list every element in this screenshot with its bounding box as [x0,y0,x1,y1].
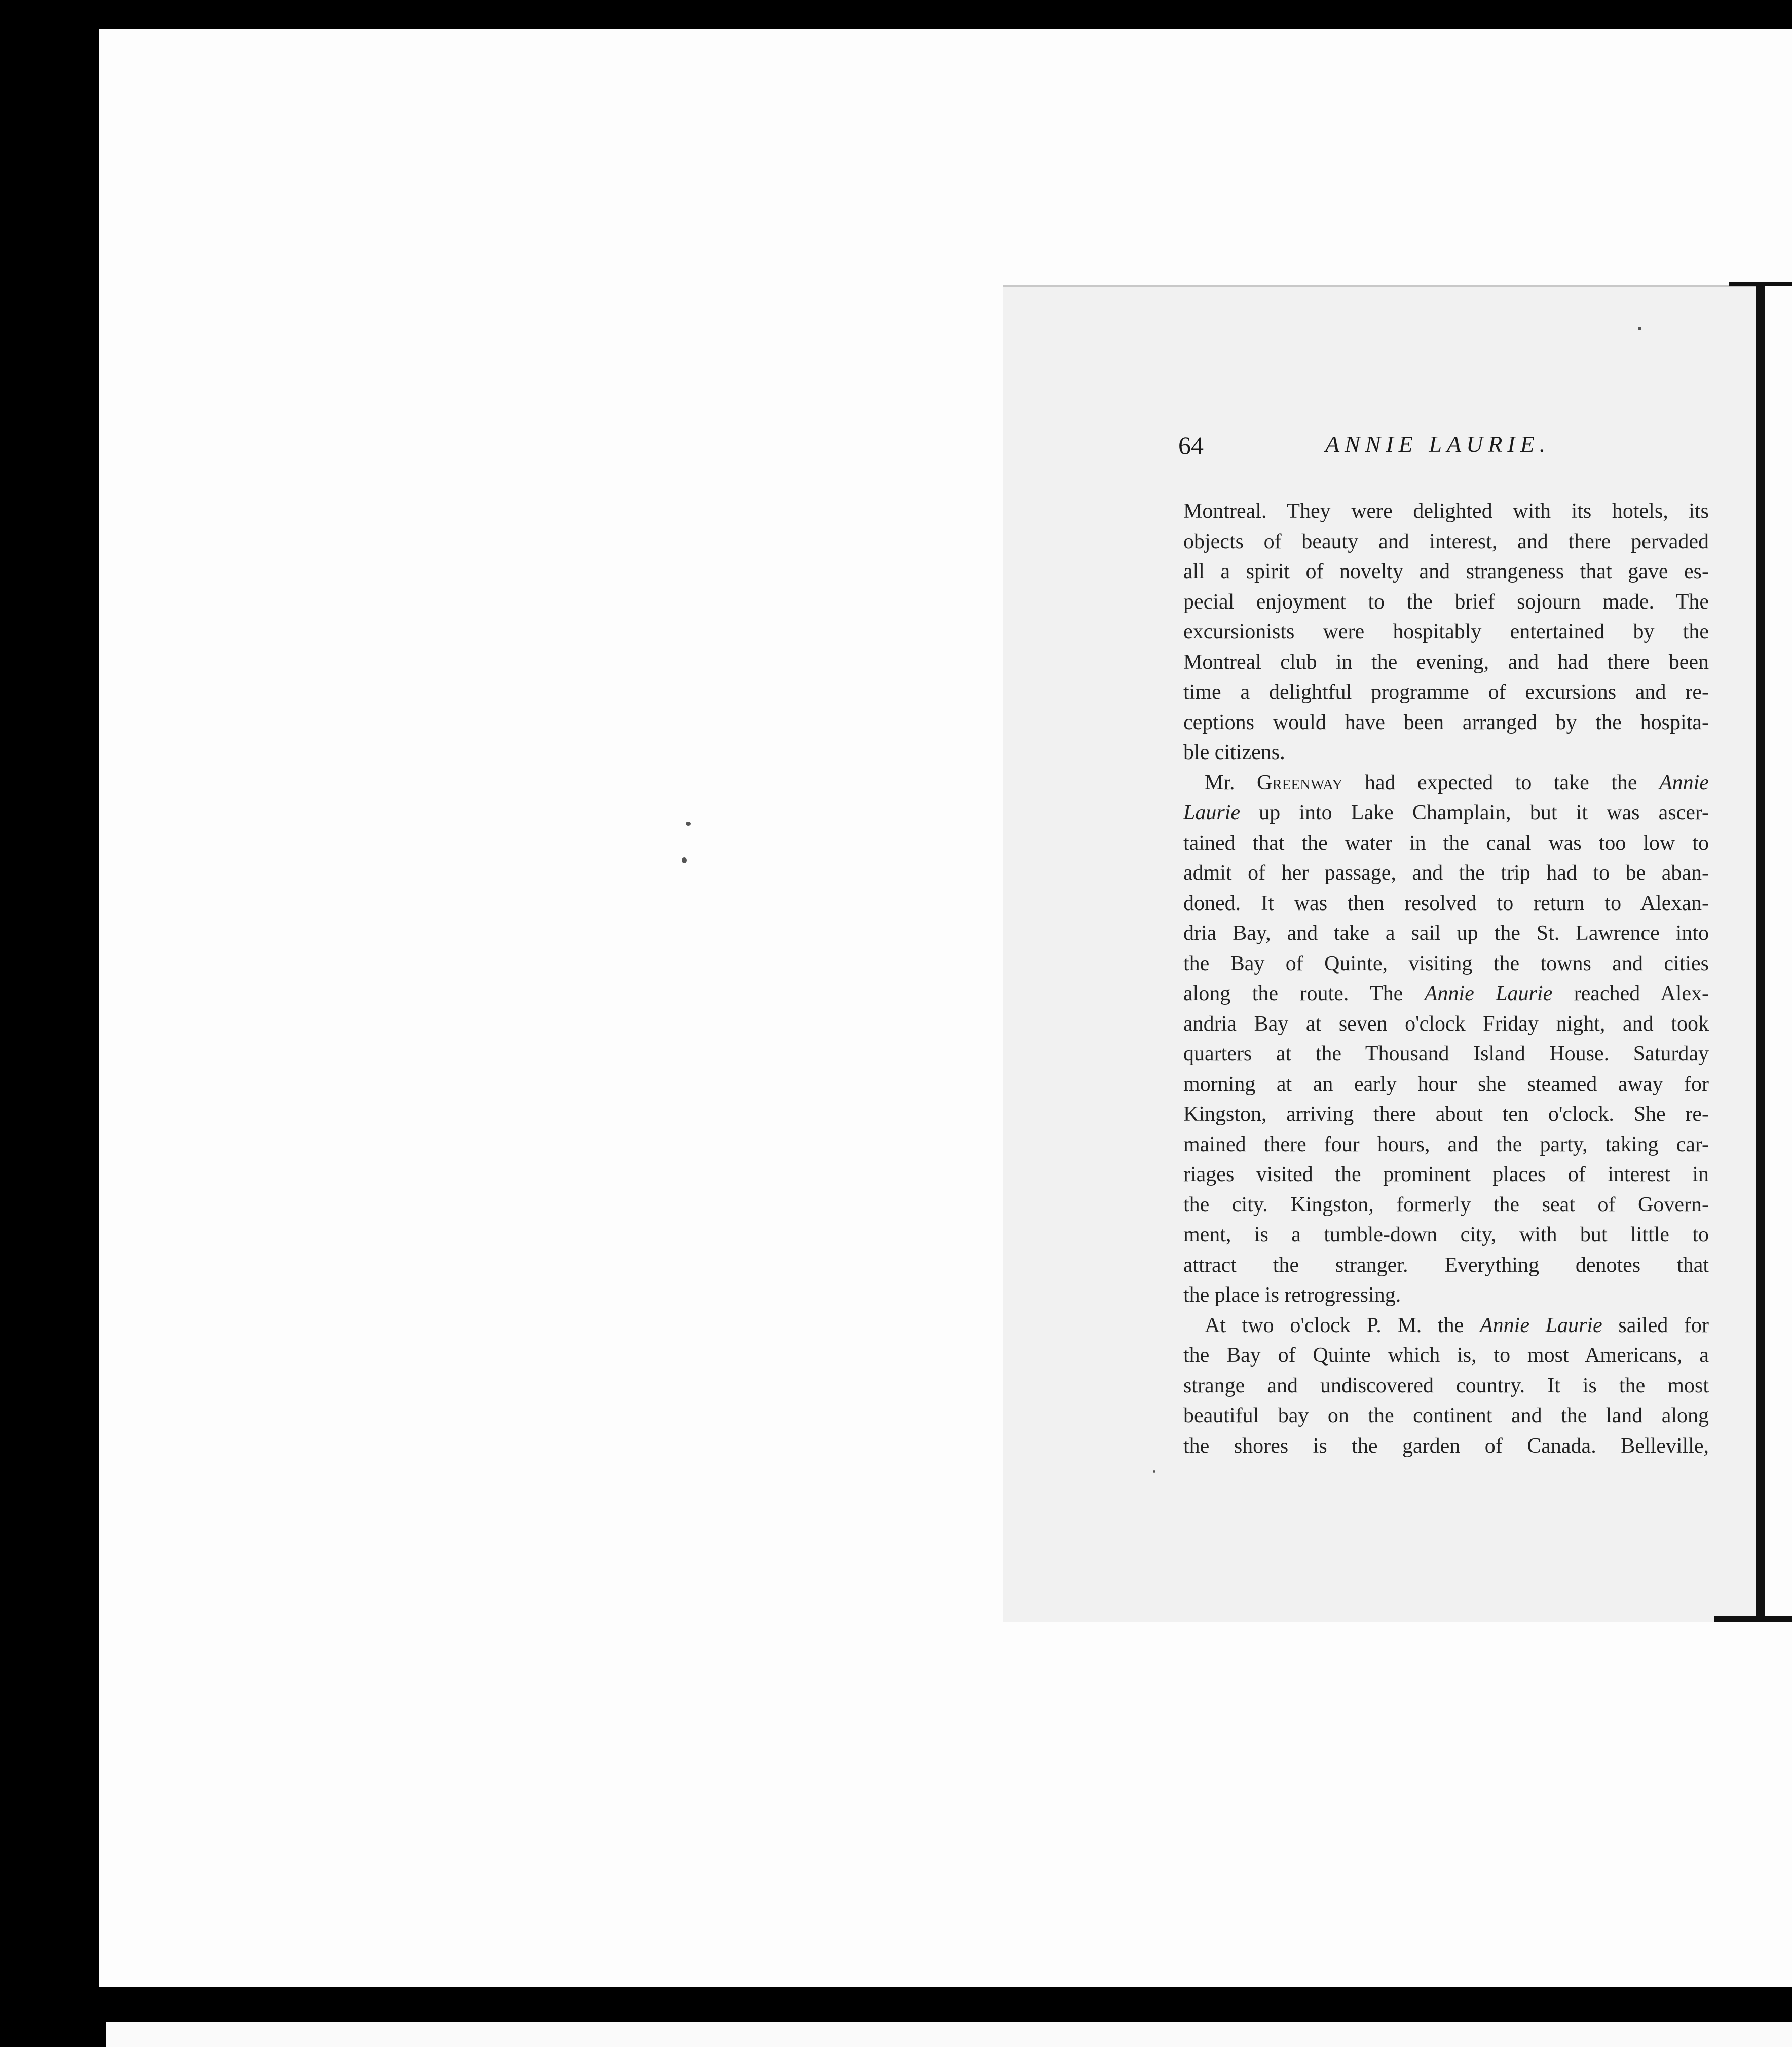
text-line: strange and undiscovered country. It is the most [1183,1374,1709,1397]
text-line: Kingston, arriving there about ten o'clock. She re- [1183,1103,1709,1126]
text-line: Montreal. They were delighted with its hotels, its [1183,500,1709,523]
text-line: all a spirit of novelty and strangeness that gave es- [1183,560,1709,583]
text-line [1183,768,1709,799]
text-line: tained that the water in the canal was too low to [1183,831,1709,855]
time-abbrev: P. M. [1366,1313,1422,1337]
text-line: doned. It was then resolved to return to Alexan- [1183,891,1709,915]
running-title: ANNIE LAURIE. [1325,431,1551,457]
page-number: 64 [1178,431,1204,460]
text-run: along the route. The [1183,982,1425,1005]
boat-name: Annie [1659,771,1709,794]
text-line: dria Bay, and take a sail up the St. Lawrence into [1183,922,1709,945]
text-line: riages visited the prominent places of interest in [1183,1163,1709,1186]
dust-speck [1638,327,1641,330]
scan-bottom-paper-edge [106,2022,1792,2047]
text-line: the shores is the garden of Canada. Belleville, [1183,1434,1709,1458]
text-line: andria Bay at seven o'clock Friday night, and took [1183,1012,1709,1036]
text-line [1183,979,1709,1009]
running-head [1178,431,1761,471]
boat-name: Laurie [1183,801,1241,824]
text-line: beautiful bay on the continent and the land along [1183,1404,1709,1427]
scan-left-border [0,0,101,2047]
text-run: reached Alex- [1552,982,1709,1005]
text-line: Montreal club in the evening, and had there been [1183,650,1709,674]
text-line: ble citizens. [1183,741,1285,764]
text-line: ment, is a tumble-down city, with but little to [1183,1223,1709,1246]
text-run: the [1422,1313,1480,1337]
dust-speck [686,822,691,826]
text-line [1183,798,1709,828]
text-line: mained there four hours, and the party, taking car- [1183,1132,1709,1156]
frame-right-rule [1756,284,1765,1621]
text-line: attract the stranger. Everything denotes that [1183,1253,1709,1277]
text-line: excursionists were hospitably entertained by the [1183,620,1709,643]
text-line: the Bay of Quinte, visiting the towns and cities [1183,952,1709,975]
name-smallcaps: Greenway [1256,771,1343,794]
text-line [1183,1311,1709,1341]
dust-speck [682,857,687,863]
frame-bottom-rule [1714,1616,1792,1622]
text-line: pecial enjoyment to the brief sojourn made. The [1183,590,1709,614]
boat-name: Annie Laurie [1424,982,1553,1005]
text-line: the Bay of Quinte which is, to most Americans, a [1183,1344,1709,1367]
text-line: quarters at the Thousand Island House. Saturday [1183,1042,1709,1066]
text-line: the place is retrogressing. [1183,1283,1401,1307]
text-line: the city. Kingston, formerly the seat of Govern- [1183,1193,1709,1217]
text-line: ceptions would have been arranged by the hospita- [1183,710,1709,734]
text-run: had expected to take the [1342,771,1660,794]
scan-top-border [0,0,1792,30]
text-run: sailed for [1602,1313,1709,1337]
dust-speck [1153,1470,1155,1473]
body-text [1183,497,1709,1461]
text-line: time a delightful programme of excursions and re- [1183,680,1709,704]
text-run: Mr. [1205,771,1257,794]
text-run: At two o'clock [1205,1313,1367,1337]
boat-name: Annie Laurie [1480,1313,1602,1337]
text-line: morning at an early hour she steamed away for [1183,1072,1709,1096]
text-line: objects of beauty and interest, and there pervaded [1183,529,1709,553]
text-line: admit of her passage, and the trip had to be aban- [1183,861,1709,885]
text-run: up into Lake Champlain, but it was ascer- [1240,801,1709,824]
